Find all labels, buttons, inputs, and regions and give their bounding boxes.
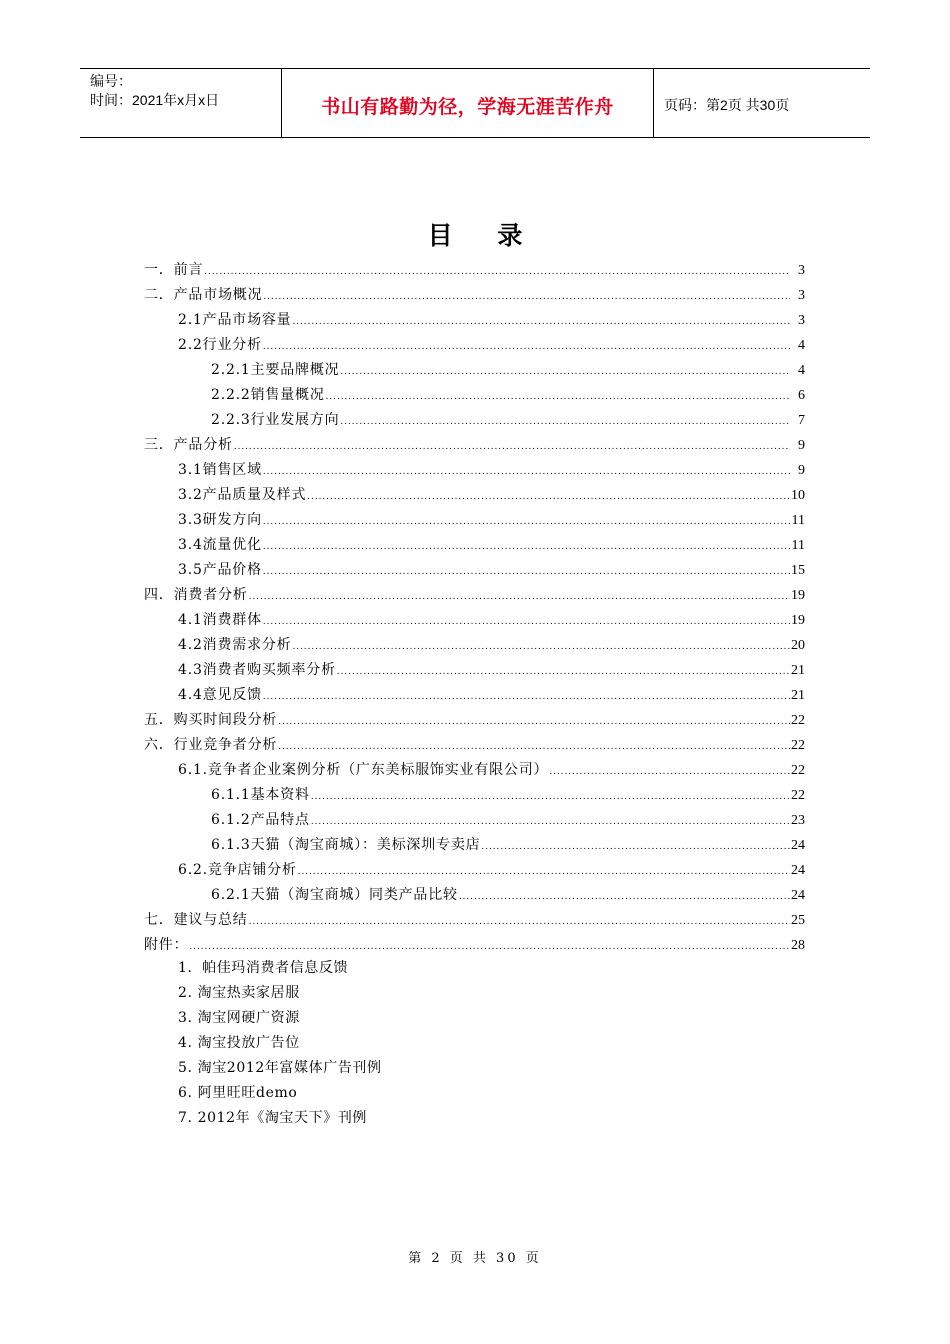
appendix-item: 1．帕佳玛消费者信息反馈 [178, 960, 349, 976]
toc-entry[interactable] [211, 408, 805, 433]
toc-entry-page: 3 [798, 313, 805, 328]
toc-entry[interactable] [178, 633, 805, 658]
toc-entry[interactable] [178, 558, 805, 583]
toc-entry-label: 6.1.1基本资料 [211, 787, 310, 803]
toc-entry-label: 四．消费者分析 [144, 587, 248, 603]
toc-leader [263, 534, 790, 559]
toc-leader [340, 359, 790, 384]
toc-entry[interactable] [144, 433, 805, 458]
toc-entry-page: 4 [798, 363, 805, 378]
toc-leader [292, 634, 790, 659]
toc-entry-label: 二．产品市场概况 [144, 287, 263, 303]
serial-label: 编号： [90, 73, 132, 89]
toc-entry-page: 11 [791, 538, 805, 553]
toc-entry-page: 22 [791, 738, 805, 753]
toc-entry-page: 25 [791, 913, 805, 928]
header-motto: 书山有路勤为径，学海无涯苦作舟 [282, 69, 654, 137]
toc-entry-page: 22 [791, 713, 805, 728]
toc-leader [337, 659, 790, 684]
toc-entry-label: 4.3消费者购买频率分析 [178, 662, 336, 678]
toc-leader [326, 384, 790, 409]
toc-leader [311, 784, 790, 809]
toc-entry-page: 21 [791, 688, 805, 703]
toc-leader [263, 509, 790, 534]
toc-entry-label: 3.3研发方向 [178, 512, 262, 528]
toc-entry-page: 23 [791, 813, 805, 828]
toc-entry-label: 2.2.3行业发展方向 [211, 412, 340, 428]
toc-entry-label: 2.2.2销售量概况 [211, 387, 325, 403]
toc-entry[interactable] [211, 883, 805, 908]
time-label: 时间：2021年x月x日 [90, 92, 220, 108]
toc-entry[interactable] [178, 508, 805, 533]
appendix-list [178, 956, 382, 1131]
appendix-item: 5. 淘宝2012年富媒体广告刊例 [178, 1060, 382, 1076]
toc-entry-page: 9 [798, 438, 805, 453]
toc-entry[interactable] [211, 833, 805, 858]
toc-entry-label: 三．产品分析 [144, 437, 233, 453]
toc-entry-label: 6.2.1天猫（淘宝商城）同类产品比较 [211, 887, 458, 903]
toc-leader [263, 609, 790, 634]
toc-entry-page: 20 [791, 638, 805, 653]
toc-entry-page: 28 [791, 938, 805, 953]
toc-entry-page: 24 [791, 863, 805, 878]
toc-leader [278, 734, 790, 759]
toc-entry-label: 3.2产品质量及样式 [178, 487, 307, 503]
toc-entry[interactable] [178, 683, 805, 708]
toc-entry[interactable] [144, 933, 805, 958]
toc-entry-page: 6 [798, 388, 805, 403]
header-meta [80, 69, 282, 137]
toc-entry[interactable] [211, 783, 805, 808]
toc-leader [249, 584, 790, 609]
appendix-item: 2. 淘宝热卖家居服 [178, 985, 300, 1001]
toc-leader [234, 434, 790, 459]
toc-entry-label: 6.1.2产品特点 [211, 812, 310, 828]
toc-entry-label: 2.2.1主要品牌概况 [211, 362, 340, 378]
toc-entry-label: 七．建议与总结 [144, 912, 248, 928]
toc-leader [263, 334, 790, 359]
toc-entry-label: 4.2消费需求分析 [178, 637, 292, 653]
toc-entry-label: 附件： [144, 937, 189, 953]
toc-entry-page: 10 [791, 488, 805, 503]
toc-entry-page: 4 [798, 338, 805, 353]
appendix-item: 3. 淘宝网硬广资源 [178, 1010, 300, 1026]
toc-entry[interactable] [211, 808, 805, 833]
toc-entry[interactable] [178, 608, 805, 633]
toc-leader [204, 259, 790, 284]
toc-leader [292, 309, 790, 334]
toc-entry[interactable] [178, 758, 805, 783]
toc-entry-page: 22 [791, 788, 805, 803]
toc-entry-label: 6.2.竞争店铺分析 [178, 862, 297, 878]
toc-entry[interactable] [211, 383, 805, 408]
appendix-item: 6. 阿里旺旺demo [178, 1085, 298, 1101]
toc-entry-page: 3 [798, 288, 805, 303]
toc-leader [459, 884, 790, 909]
toc-leader [549, 759, 790, 784]
toc-entry-page: 19 [791, 613, 805, 628]
toc-entry[interactable] [211, 358, 805, 383]
appendix-item: 4. 淘宝投放广告位 [178, 1035, 300, 1051]
toc-entry[interactable] [178, 483, 805, 508]
toc-leader [481, 834, 790, 859]
toc-entry[interactable] [178, 658, 805, 683]
toc-entry-label: 6.1.竞争者企业案例分析（广东美标服饰实业有限公司） [178, 762, 549, 778]
toc-leader [263, 684, 790, 709]
appendix-item: 7. 2012年《淘宝天下》刊例 [178, 1110, 368, 1126]
toc-leader [340, 409, 790, 434]
header-page-info: 页码：第2页 共30页 [664, 97, 790, 113]
toc-entry-page: 9 [798, 463, 805, 478]
toc-leader [263, 559, 790, 584]
toc-leader [307, 484, 790, 509]
toc-entry-page: 22 [791, 763, 805, 778]
toc-entry[interactable] [144, 283, 805, 308]
page-header [80, 68, 870, 138]
toc-entry-label: 2.1产品市场容量 [178, 312, 292, 328]
toc-entry-label: 4.4意见反馈 [178, 687, 262, 703]
toc-entry-label: 3.4流量优化 [178, 537, 262, 553]
toc-entry-page: 24 [791, 888, 805, 903]
toc-leader [278, 709, 790, 734]
toc-entry[interactable] [178, 858, 805, 883]
toc-entry-label: 六．行业竞争者分析 [144, 737, 278, 753]
toc-entry-page: 24 [791, 838, 805, 853]
toc-entry-page: 19 [791, 588, 805, 603]
toc-entry-page: 3 [798, 263, 805, 278]
toc-leader [263, 284, 790, 309]
toc-entry[interactable] [178, 458, 805, 483]
toc-entry[interactable] [178, 533, 805, 558]
toc-entry-page: 15 [791, 563, 805, 578]
toc-entry[interactable] [178, 333, 805, 358]
toc-entry-page: 11 [791, 513, 805, 528]
toc-entry-label: 3.1销售区域 [178, 462, 262, 478]
toc-entry-label: 6.1.3天猫（淘宝商城）：美标深圳专卖店 [211, 837, 481, 853]
toc-leader [263, 459, 790, 484]
toc-entry-page: 21 [791, 663, 805, 678]
toc-leader [249, 909, 790, 934]
toc-entry-page: 7 [798, 413, 805, 428]
toc-entry-label: 五．购买时间段分析 [144, 712, 278, 728]
toc-title: 目 录 [427, 221, 541, 250]
toc-entry[interactable] [144, 908, 805, 933]
toc-entry-label: 3.5产品价格 [178, 562, 262, 578]
toc-entry-label: 一．前言 [144, 262, 204, 278]
toc-leader [311, 809, 790, 834]
toc-entry[interactable] [178, 308, 805, 333]
toc-entry-label: 4.1消费群体 [178, 612, 262, 628]
toc-entry[interactable] [144, 708, 805, 733]
page-footer: 第 2 页 共 30 页 [408, 1251, 542, 1266]
toc-entry-label: 2.2行业分析 [178, 337, 262, 353]
toc-entry[interactable] [144, 583, 805, 608]
toc-leader [298, 859, 790, 884]
toc-entry[interactable] [144, 733, 805, 758]
toc-entry[interactable] [144, 258, 805, 283]
